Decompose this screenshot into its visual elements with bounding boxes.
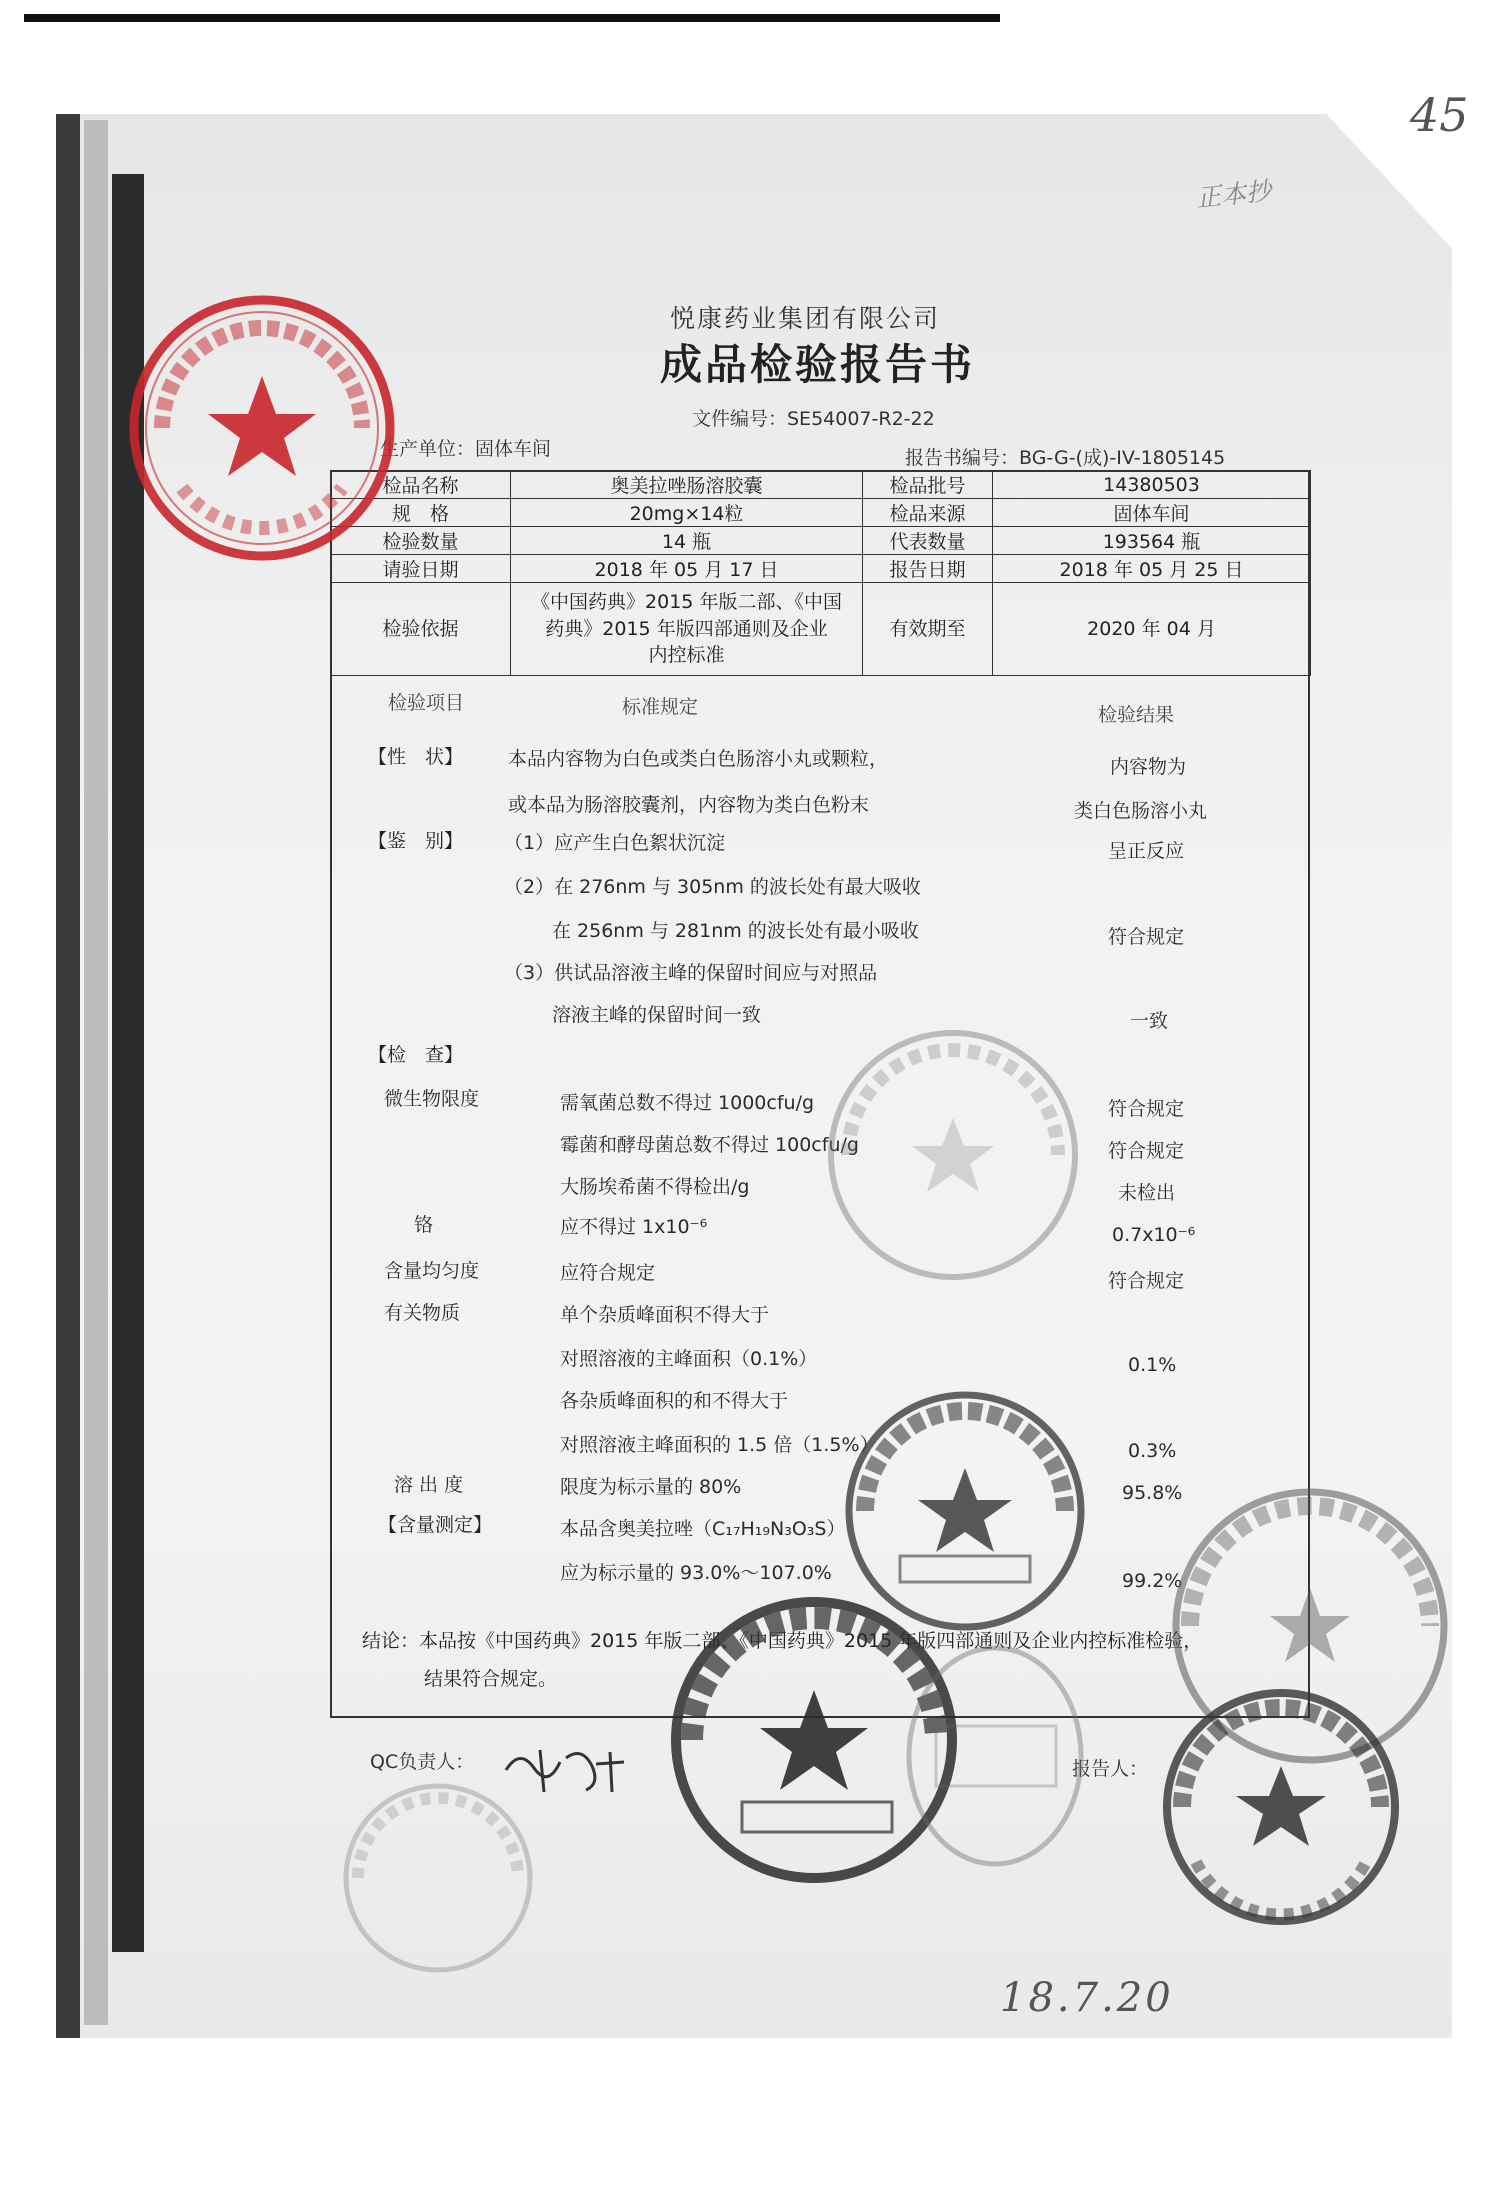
lower-right-seal-stamp bbox=[1156, 1682, 1406, 1932]
result-value: 呈正反应 bbox=[1108, 840, 1185, 862]
report-date-label: 报告日期 bbox=[863, 555, 993, 583]
result-value: 0.3% bbox=[1128, 1440, 1177, 1462]
source-label: 检品来源 bbox=[863, 499, 993, 527]
scan-grey-edge bbox=[84, 120, 108, 2025]
production-unit: 生产单位：固体车间 bbox=[380, 438, 552, 460]
column-header-item: 检验项目 bbox=[388, 692, 465, 714]
standard-line: （2）在 276nm 与 305nm 的波长处有最大吸收 bbox=[504, 876, 921, 898]
reporter-label: 报告人： bbox=[1072, 1758, 1149, 1780]
faded-grey-stamp bbox=[818, 1020, 1088, 1290]
standard-line: 对照溶液的主峰面积（0.1%） bbox=[560, 1348, 818, 1370]
result-value: 未检出 bbox=[1118, 1182, 1176, 1204]
standard-line: （3）供试品溶液主峰的保留时间应与对照品 bbox=[504, 962, 878, 984]
test-date-label: 请验日期 bbox=[331, 555, 511, 583]
batch-number: 14380503 bbox=[993, 471, 1311, 499]
standard-line: 或本品为肠溶胶囊剂，内容物为类白色粉末 bbox=[508, 794, 870, 816]
standard-line: 本品含奥美拉唑（C₁₇H₁₉N₃O₃S） bbox=[560, 1518, 846, 1540]
standard-line: 各杂质峰面积的和不得大于 bbox=[560, 1390, 789, 1412]
test-date-value: 2018 年 05 月 17 日 bbox=[511, 555, 863, 583]
section-inspection: 【检 查】 bbox=[368, 1044, 464, 1066]
scan-artifact-line bbox=[24, 14, 1000, 22]
info-row bbox=[331, 471, 1311, 499]
standard-line: 应不得过 1x10⁻⁶ bbox=[560, 1216, 708, 1238]
section-identification: 【鉴 别】 bbox=[368, 830, 464, 852]
basis-line: 《中国药典》2015 年版二部、《中国 bbox=[531, 591, 842, 614]
column-header-standard: 标准规定 bbox=[622, 696, 699, 718]
item-label: 铬 bbox=[414, 1214, 434, 1236]
result-value: 0.1% bbox=[1128, 1354, 1177, 1376]
item-label: 溶 出 度 bbox=[394, 1474, 464, 1496]
section-appearance: 【性 状】 bbox=[368, 746, 464, 768]
page-number: 45 bbox=[1410, 88, 1469, 142]
result-value: 符合规定 bbox=[1108, 926, 1185, 948]
source-value: 固体车间 bbox=[993, 499, 1311, 527]
conclusion-text: 结论：本品按《中国药典》2015 年版二部、《中国药典》2015 年版四部通则及企业内控标准检验， bbox=[362, 1630, 1203, 1652]
expiry-label: 有效期至 bbox=[863, 583, 993, 676]
basis-line: 内控标准 bbox=[648, 644, 725, 667]
report-date-value: 2018 年 05 月 25 日 bbox=[993, 555, 1311, 583]
info-row bbox=[331, 555, 1311, 583]
standard-line: 需氧菌总数不得过 1000cfu/g bbox=[560, 1092, 815, 1114]
standard-line: （1）应产生白色絮状沉淀 bbox=[504, 832, 726, 854]
standard-line: 在 256nm 与 281nm 的波长处有最小吸收 bbox=[552, 920, 919, 942]
result-value: 一致 bbox=[1130, 1010, 1169, 1032]
faded-oval-stamp bbox=[900, 1636, 1090, 1876]
standard-line: 对照溶液主峰面积的 1.5 倍（1.5%） bbox=[560, 1434, 879, 1456]
quantity-value: 14 瓶 bbox=[511, 527, 863, 555]
corner-scribble: 正本抄 bbox=[1194, 176, 1273, 213]
spec-label: 规 格 bbox=[331, 499, 511, 527]
info-row bbox=[331, 583, 1311, 676]
red-seal-stamp bbox=[122, 288, 402, 568]
quantity-label: 检验数量 bbox=[331, 527, 511, 555]
reviewer-label: QC负责人： bbox=[370, 1751, 475, 1773]
spec-value: 20mg×14粒 bbox=[511, 499, 863, 527]
result-value: 类白色肠溶小丸 bbox=[1074, 800, 1208, 822]
company-name: 悦康药业集团有限公司 bbox=[670, 304, 941, 333]
section-assay: 【含量测定】 bbox=[378, 1514, 493, 1536]
item-label: 含量均匀度 bbox=[384, 1260, 480, 1282]
scan-dark-edge bbox=[56, 114, 80, 2038]
result-value: 符合规定 bbox=[1108, 1098, 1185, 1120]
expiry-value: 2020 年 04 月 bbox=[993, 583, 1311, 676]
basis-label: 检验依据 bbox=[331, 583, 511, 676]
info-row bbox=[331, 527, 1311, 555]
result-value: 内容物为 bbox=[1110, 756, 1187, 778]
result-value: 符合规定 bbox=[1108, 1270, 1185, 1292]
standard-line: 本品内容物为白色或类白色肠溶小丸或颗粒， bbox=[508, 748, 889, 770]
result-value: 95.8% bbox=[1122, 1482, 1183, 1504]
info-row bbox=[331, 499, 1311, 527]
item-label: 有关物质 bbox=[384, 1302, 461, 1324]
standard-line: 限度为标示量的 80% bbox=[560, 1476, 742, 1498]
rep-qty-label: 代表数量 bbox=[863, 527, 993, 555]
handwritten-date: 18.7.20 bbox=[1000, 1975, 1174, 2021]
report-number: 报告书编号：BG-G-(成)-IV-1805145 bbox=[905, 447, 1226, 469]
result-value: 0.7x10⁻⁶ bbox=[1112, 1224, 1196, 1246]
rep-qty-value: 193564 瓶 bbox=[993, 527, 1311, 555]
standard-line: 溶液主峰的保留时间一致 bbox=[552, 1004, 762, 1026]
column-header-result: 检验结果 bbox=[1098, 704, 1175, 726]
document-number: 文件编号：SE54007-R2-22 bbox=[692, 408, 935, 430]
standard-line: 应为标示量的 93.0%～107.0% bbox=[560, 1562, 832, 1584]
basis-line: 药典》2015 年版四部通则及企业 bbox=[545, 617, 828, 640]
faded-bottom-left-stamp bbox=[338, 1768, 538, 1988]
standard-line: 单个杂质峰面积不得大于 bbox=[560, 1304, 770, 1326]
result-value: 符合规定 bbox=[1108, 1140, 1185, 1162]
item-label: 微生物限度 bbox=[384, 1088, 480, 1110]
batch-label: 检品批号 bbox=[863, 471, 993, 499]
result-value: 99.2% bbox=[1122, 1570, 1183, 1592]
info-table bbox=[330, 470, 1311, 676]
product-name: 奥美拉唑肠溶胶囊 bbox=[511, 471, 863, 499]
document-title: 成品检验报告书 bbox=[660, 340, 976, 389]
standard-line: 大肠埃希菌不得检出/g bbox=[560, 1176, 750, 1198]
product-name-label: 检品名称 bbox=[331, 471, 511, 499]
conclusion-text: 结果符合规定。 bbox=[424, 1668, 558, 1690]
standard-line: 霉菌和酵母菌总数不得过 100cfu/g bbox=[560, 1134, 859, 1156]
basis-value bbox=[511, 583, 863, 676]
standard-line: 应符合规定 bbox=[560, 1262, 656, 1284]
